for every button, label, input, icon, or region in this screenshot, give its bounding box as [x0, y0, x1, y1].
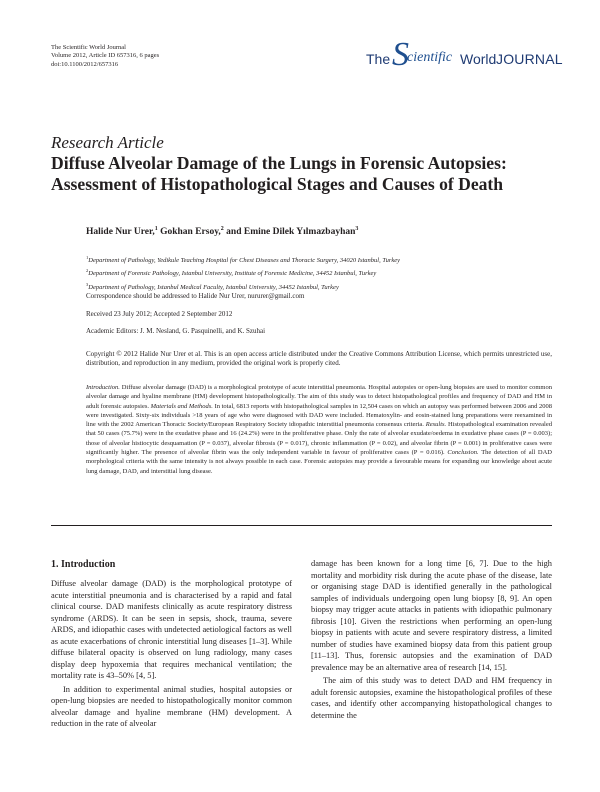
journal-volume: Volume 2012, Article ID 657316, 6 pages [51, 52, 160, 60]
section-divider [51, 525, 552, 526]
logo-world: World [460, 51, 497, 67]
abstract-conclusion: The detection of all DAD morphological criteria with the same intensity is not always possible in each case. Forensic autopsies may provide a favourable means for expanding our knowledge about acute lung damage, DAD, and interstitial lung disease. [86, 448, 552, 475]
abstract-intro: Diffuse alveolar damage (DAD) is a morphological prototype of acute interstitial pneumonia. Hospital autopsies or open-lung biopsies are used to monitor common alveolar damage and hyaline membrane (HM) development histopathologically. The aim of this study was to detect histopathological profiles and frequency of DAD and HM in adult forensic autopsies. [86, 384, 552, 410]
author-affil-mark: 2 [220, 226, 224, 232]
logo-the: The [366, 51, 391, 67]
abstract-methods: In total, 6813 reports with histopathological samples in 12,504 cases on which an autopsy was performed between 2006 and 2008 were investigated. Sixty-six individuals >18 years of age who were diagnosed with DAD were included. Hematoxylin- and eosin-stained lung preparations were reexamined in line with the 2002 American Thoracic Society/European Respiratory Society idiopathic interstitial pneumonia consensus criteria. [86, 402, 552, 429]
affiliation [86, 253, 400, 266]
author-affil-mark: 3 [355, 226, 359, 232]
affiliation-text: Department of Forensic Pathology, Istanbul University, Institute of Forensic Medicine, 34452 Istanbul, Turkey [88, 270, 377, 278]
article-title [51, 153, 561, 195]
correspondence: Correspondence should be addressed to Halide Nur Urer, nururer@gmail.com [86, 292, 305, 300]
paragraph: The aim of this study was to detect DAD and HM frequency in adult forensic autopsies, examine the histopathological profiles of these cases, and identify other accompanying histopathological changes to determine the [311, 676, 552, 720]
title-line: Assessment of Histopathological Stages and Causes of Death [51, 174, 504, 194]
author-name: and Emine Dilek Yılmazbayhan [223, 227, 356, 238]
article-type: Research Article [51, 133, 164, 152]
logo-s: S [392, 36, 409, 73]
affiliation [86, 266, 400, 279]
author-name: Halide Nur Urer, [86, 227, 155, 238]
affiliation-mark: 2 [86, 268, 89, 274]
section-heading: 1. Introduction [51, 559, 116, 570]
affiliation-mark: 3 [86, 281, 89, 287]
academic-editors: Academic Editors: J. M. Nesland, G. Pasquinelli, and K. Szuhai [86, 327, 266, 335]
abstract-results: Histopathological examination revealed that 50 cases (75.7%) were in the exudative phase and 16 (24.2%) were in the proliferative phase. Only the rate of alveolar exudate/oedema in exudative phase cases (P = 0.003); those of alveolar histiocytic desquamation (P = 0.037), alveolar fibrosis (P = 0.017), chronic inflammation (P = 0.02), and alveolar fibrin (P = 0.001) in proliferative cases were significantly higher. The presence of alveolar fibrin was the only independent variable in favour of proliferative cases (P = 0.016). [86, 421, 552, 456]
paragraph: In addition to experimental animal studies, hospital autopsies or open-lung biopsies are needed to histopathologically monitor common alveolar damage and hyaline membrane (HM) development. A reduction in the rate of alveolar [51, 684, 292, 728]
abstract-results-label: Results. [425, 421, 447, 429]
abstract-methods-label: Materials and Methods. [150, 402, 213, 410]
journal-logo [356, 36, 563, 76]
left-column [51, 578, 292, 730]
right-column [311, 558, 552, 721]
paragraph: Diffuse alveolar damage (DAD) is the morphological prototype of acute interstitial pneumonia and is characterised by a rapid and fatal clinical course. DAD manifests clinically as acute respiratory distress syndrome (ARDS). It can be seen in sepsis, shock, trauma, severe ARDS, and idiopathic cases with undetected aetiological factors as well as acute exacerbations of chronic interstitial lung diseases [1–3]. While diffuse bilateral opacity is observed on lung radiology, many cases display deep hypoxemia that requires mechanical ventilation; the mortality rate is 43–50% [4, 5]. [51, 579, 292, 680]
journal-doi: doi:10.1100/2012/657316 [51, 60, 119, 68]
author-list [86, 226, 358, 237]
paragraph: damage has been known for a long time [6, 7]. Due to the high mortality and morbidity risk during the acute phase of the disease, late or organising stage DAD is identified generally in the pathological samples of individuals undergoing open lung biopsy [8, 9]. An open biopsy may trigger acute attacks in patients with idiopathic pulmonary fibrosis [10]. Given the restrictions when performing an open-lung biopsy in patients with acute and severe respiratory distress, a limited number of studies have examined biopsy data from this patient group [11–13]. Thus, forensic autopsies and the examination of DAD prevalence may be an alternative area of research [14, 15]. [311, 559, 552, 672]
received-date: Received 23 July 2012; Accepted 2 September 2012 [86, 310, 233, 318]
journal-meta [51, 44, 159, 69]
author-affil-mark: 1 [154, 226, 158, 232]
author-name: Gokhan Ersoy, [157, 227, 221, 238]
abstract-conclusion-label: Conclusion. [447, 448, 479, 456]
abstract [86, 383, 552, 476]
affiliation-text: Department of Pathology, Istanbul Medical Faculty, Istanbul University, 34452 Istanbul, Turkey [88, 283, 339, 291]
logo-cientific: cientific [407, 50, 453, 65]
copyright-notice: Copyright © 2012 Halide Nur Urer et al. This is an open access article distributed under the Creative Commons Attribution License, which permits unrestricted use, distribution, and reproduction in any medium, provided the original work is properly cited. [86, 350, 552, 368]
abstract-intro-label: Introduction. [86, 384, 120, 391]
title-line: Diffuse Alveolar Damage of the Lungs in Forensic Autopsies: [51, 153, 507, 173]
affiliation-mark: 1 [86, 255, 89, 260]
journal-name: The Scientific World Journal [51, 44, 126, 51]
affiliation-text: Department of Pathology, Yedikule Teaching Hospital for Chest Diseases and Thoracic Surgery, 34020 Istanbul, Turkey [88, 257, 401, 265]
logo-journal: JOURNAL [496, 51, 563, 67]
affiliations [86, 253, 400, 293]
